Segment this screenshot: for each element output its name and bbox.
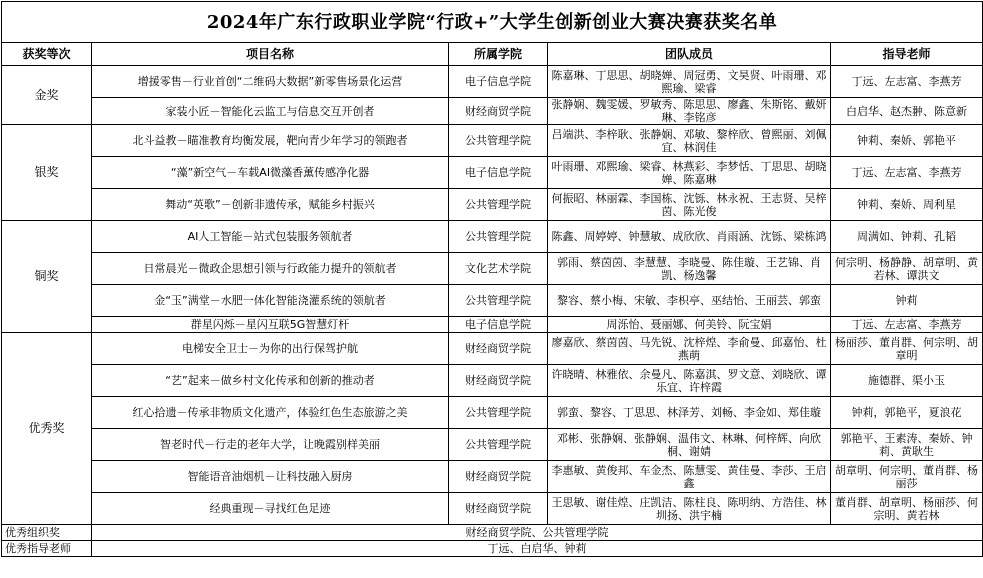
header-advisors: 指导老师	[831, 43, 983, 66]
footer-row	[2, 541, 983, 557]
table-row	[2, 493, 983, 525]
award-table	[1, 1, 983, 557]
table-row	[2, 221, 983, 253]
project-name-cell: 舞动“英歌”－创新非遗传承，赋能乡村振兴	[92, 189, 449, 221]
advisors-cell: 丁远、左志富、李燕芳	[831, 66, 983, 98]
team-members-cell: 许晓晴、林雅依、余曼凡、陈嘉淇、罗文意、刘晓欣、谭乐宜、许梓霞	[548, 365, 831, 397]
table-footer	[2, 525, 983, 557]
team-members-cell: 黎容、蔡小梅、宋敏、李枳亭、巫结怡、王丽芸、郭蛮	[548, 285, 831, 317]
advisors-cell: 丁远、左志富、李燕芳	[831, 157, 983, 189]
team-members-cell: 廖嘉欣、蔡茵茵、马先锐、沈梓煌、李俞曼、邱嘉怡、杜燕萌	[548, 333, 831, 365]
table-row	[2, 461, 983, 493]
college-cell: 公共管理学院	[449, 125, 548, 157]
team-members-cell: 何振昭、林丽霖、李国栋、沈铄、林永祝、王志贤、吴梓茵、陈光俊	[548, 189, 831, 221]
advisors-cell: 白启华、赵杰翀、陈意新	[831, 98, 983, 125]
header-level: 获奖等次	[2, 43, 92, 66]
college-cell: 公共管理学院	[449, 429, 548, 461]
college-cell: 电子信息学院	[449, 66, 548, 98]
team-members-cell: 王思敏、谢佳煌、庄凯洁、陈柱良、陈明纳、方浩佳、林圳扬、洪宇楠	[548, 493, 831, 525]
team-members-cell: 郭蛮、黎容、丁思思、林泽芳、刘畅、李金如、郑佳璇	[548, 397, 831, 429]
advisors-cell: 胡章明、何宗明、董肖群、杨丽莎	[831, 461, 983, 493]
team-members-cell: 陈鑫、周婷婷、钟慧敏、成欣欣、肖雨涵、沈铄、梁栋鸿	[548, 221, 831, 253]
header-row	[2, 43, 983, 66]
advisors-cell: 钟莉、秦娇、郭艳平	[831, 125, 983, 157]
footer-value: 丁远、白启华、钟莉	[92, 541, 983, 557]
footer-value: 财经商贸学院、公共管理学院	[92, 525, 983, 541]
college-cell: 财经商贸学院	[449, 461, 548, 493]
project-name-cell: 日常晨光－微政企思想引领与行政能力提升的领航者	[92, 253, 449, 285]
table-row	[2, 429, 983, 461]
advisors-cell: 钟莉、秦娇、周利星	[831, 189, 983, 221]
advisors-cell: 董肖群、胡章明、杨丽莎、何宗明、黄若林	[831, 493, 983, 525]
advisors-cell: 杨丽莎、董肖群、何宗明、胡章明	[831, 333, 983, 365]
table-row	[2, 317, 983, 333]
table-body	[2, 66, 983, 525]
team-members-cell: 周泺怡、聂丽娜、何美铃、阮宝娟	[548, 317, 831, 333]
advisors-cell: 丁远、左志富、李燕芳	[831, 317, 983, 333]
project-name-cell: 红心拾遗－传承非物质文化遗产，体验红色生态旅游之美	[92, 397, 449, 429]
project-name-cell: 群星闪烁－星闪互联5G智慧灯杆	[92, 317, 449, 333]
project-name-cell: 家装小匠－智能化云监工与信息交互开创者	[92, 98, 449, 125]
award-level-cell: 优秀奖	[2, 333, 92, 525]
advisors-cell: 施德群、渠小玉	[831, 365, 983, 397]
header-members: 团队成员	[548, 43, 831, 66]
college-cell: 公共管理学院	[449, 189, 548, 221]
advisors-cell: 钟莉，郭艳平，夏浪花	[831, 397, 983, 429]
header-project: 项目名称	[92, 43, 449, 66]
advisors-cell: 钟莉	[831, 285, 983, 317]
college-cell: 财经商贸学院	[449, 98, 548, 125]
team-members-cell: 邓彬、张静娴、张静娴、温伟文、林琳、何梓辉、向欣桐、谢婧	[548, 429, 831, 461]
table-row	[2, 333, 983, 365]
team-members-cell: 张静娴、魏雯媛、罗敏秀、陈思思、廖鑫、朱斯铭、戴妍琳、李铭彦	[548, 98, 831, 125]
team-members-cell: 吕端洪、李梓耿、张静娴、邓敏、黎梓欣、曾熙丽、刘佩宜、林润佳	[548, 125, 831, 157]
college-cell: 电子信息学院	[449, 317, 548, 333]
award-level-cell: 金奖	[2, 66, 92, 125]
project-name-cell: “藻”新空气－车载AI微藻香薰传感净化器	[92, 157, 449, 189]
team-members-cell: 李惠敏、黄俊邦、车金杰、陈慧雯、黄佳曼、李莎、王启鑫	[548, 461, 831, 493]
project-name-cell: 电梯安全卫士－为你的出行保驾护航	[92, 333, 449, 365]
advisors-cell: 何宗明、杨静静、胡章明、黄若林、谭洪文	[831, 253, 983, 285]
page-title: 2024年广东行政职业学院“行政+”大学生创新创业大赛决赛获奖名单	[2, 2, 983, 43]
team-members-cell: 陈嘉琳、丁思思、胡晓婵、周冠勇、文昊贤、叶雨珊、邓熙瑜、梁睿	[548, 66, 831, 98]
advisors-cell: 周满如、钟莉、孔韬	[831, 221, 983, 253]
team-members-cell: 郭雨、蔡茵茵、李慧慧、李晓曼、陈佳璇、王艺锦、肖凯、杨逸馨	[548, 253, 831, 285]
footer-row	[2, 525, 983, 541]
college-cell: 公共管理学院	[449, 221, 548, 253]
project-name-cell: 智老时代－行走的老年大学，让晚霞别样美丽	[92, 429, 449, 461]
project-name-cell: 经典重现－寻找红色足迹	[92, 493, 449, 525]
table-row	[2, 285, 983, 317]
award-level-cell: 银奖	[2, 125, 92, 221]
footer-label: 优秀指导老师	[2, 541, 92, 557]
project-name-cell: 北斗益教－瞄准教育均衡发展，靶向青少年学习的领跑者	[92, 125, 449, 157]
college-cell: 公共管理学院	[449, 285, 548, 317]
header-college: 所属学院	[449, 43, 548, 66]
award-level-cell: 铜奖	[2, 221, 92, 333]
college-cell: 财经商贸学院	[449, 333, 548, 365]
project-name-cell: 智能语音油烟机－让科技融入厨房	[92, 461, 449, 493]
college-cell: 公共管理学院	[449, 397, 548, 429]
table-row	[2, 365, 983, 397]
college-cell: 电子信息学院	[449, 157, 548, 189]
table-row	[2, 125, 983, 157]
advisors-cell: 郭艳平、王素涛、秦娇、钟莉、黄耿生	[831, 429, 983, 461]
team-members-cell: 叶雨珊、邓熙瑜、梁睿、林燕彩、李梦恬、丁思思、胡晓婵、陈嘉琳	[548, 157, 831, 189]
table-row	[2, 397, 983, 429]
table-row	[2, 98, 983, 125]
project-name-cell: 金“玉”满堂－水肥一体化智能浇灌系统的领航者	[92, 285, 449, 317]
college-cell: 文化艺术学院	[449, 253, 548, 285]
table-row	[2, 253, 983, 285]
project-name-cell: “艺”起来－做乡村文化传承和创新的推动者	[92, 365, 449, 397]
table-row	[2, 189, 983, 221]
table-row	[2, 157, 983, 189]
project-name-cell: AI人工智能－站式包装服务领航者	[92, 221, 449, 253]
project-name-cell: 增援零售－行业首创“二维码大数据”新零售场景化运营	[92, 66, 449, 98]
college-cell: 财经商贸学院	[449, 365, 548, 397]
college-cell: 财经商贸学院	[449, 493, 548, 525]
table-row	[2, 66, 983, 98]
footer-label: 优秀组织奖	[2, 525, 92, 541]
